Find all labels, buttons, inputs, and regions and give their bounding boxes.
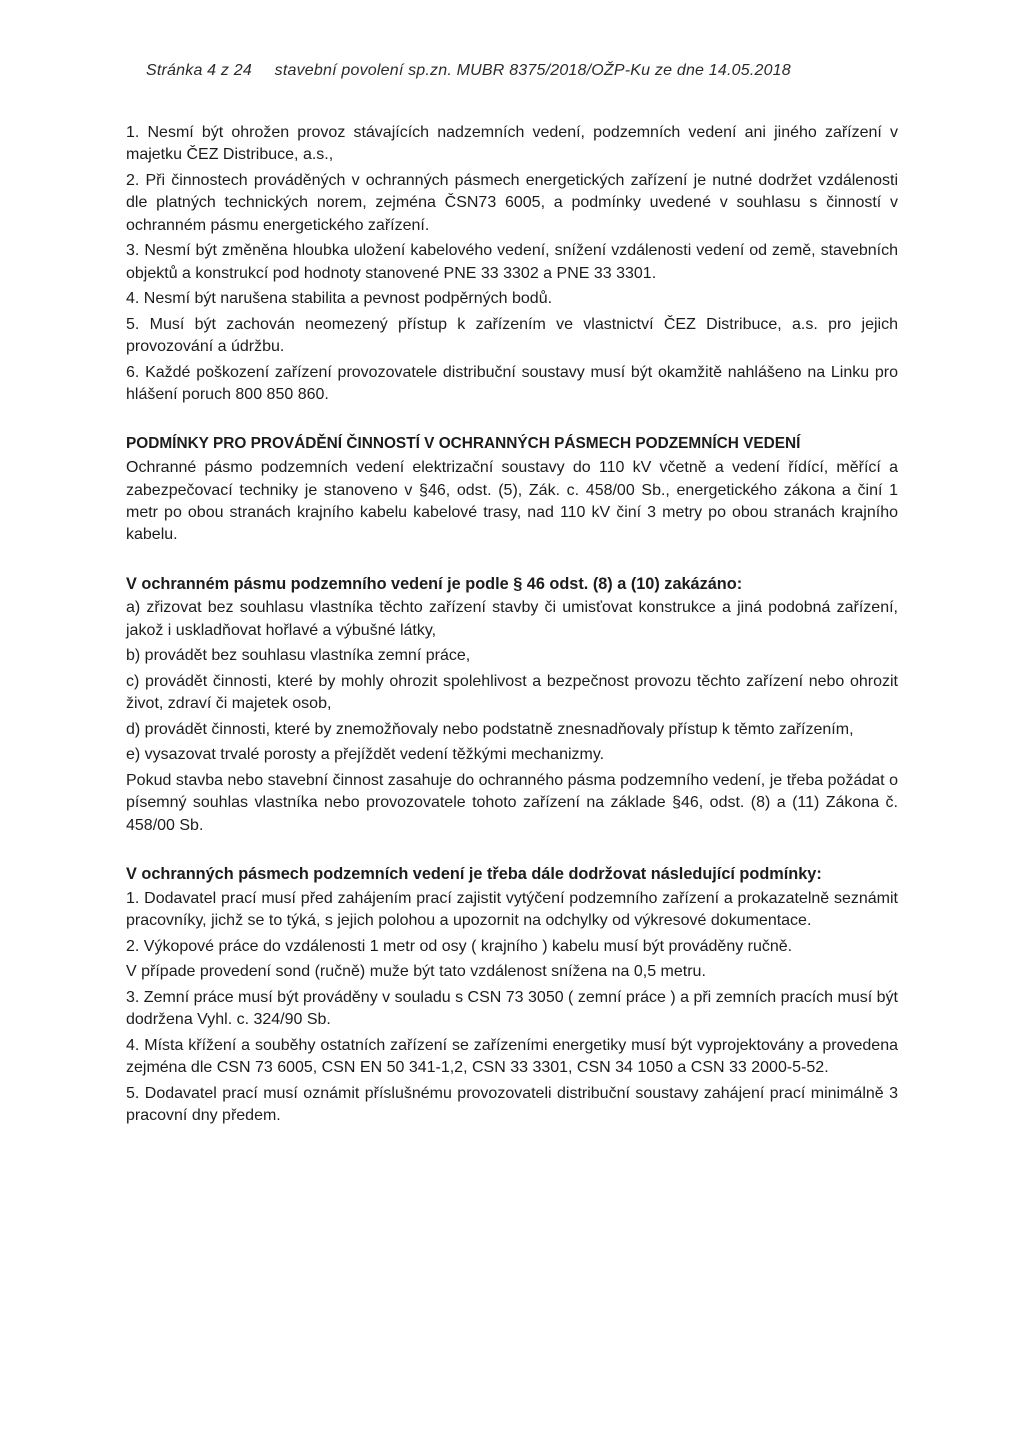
list-item: 3. Zemní práce musí být prováděny v souladu s CSN 73 3050 ( zemní práce ) a při zemních pracích musí být dodržena Vyhl. c. 324/90 Sb. <box>126 988 898 1029</box>
section-further-conditions <box>126 863 898 1127</box>
section-paragraph: Ochranné pásmo podzemních vedení elektrizační soustavy do 110 kV včetně a vedení řídící, měřící a zabezpečovací techniky je stanoveno v §46, odst. (5), Zák. c. 458/00 Sb., energetického zákona a činí 1 metr po obou stranách krajního kabelu kabelové trasy, nad 110 kV činí 3 metry po obou stranách krajního kabelu. <box>126 459 898 544</box>
list-item: 5. Dodavatel prací musí oznámit příslušnému provozovateli distribuční soustavy zahájení prací minimálně 3 pracovní dny předem. <box>126 1084 898 1125</box>
section-note: Pokud stavba nebo stavební činnost zasahuje do ochranného pásma podzemního vedení, je třeba požádat o písemný souhlas vlastníka nebo provozovatele tohoto zařízení na základe §46, odst. (8) a (11) Zákona č. 458/00 Sb. <box>126 772 898 834</box>
document-page <box>126 62 898 1131</box>
condition-item: 6. Každé poškození zařízení provozovatele distribuční soustavy musí být okamžitě nahlášeno na Linku pro hlášení poruch 800 850 860. <box>126 364 898 404</box>
document-reference: stavební povolení sp.zn. MUBR 8375/2018/OŽP-Ku ze dne 14.05.2018 <box>274 62 791 79</box>
condition-item: 1. Nesmí být ohrožen provoz stávajících nadzemních vedení, podzemních vedení ani jiného zařízení v majetku ČEZ Distribuce, a.s., <box>126 124 898 164</box>
section-heading: V ochranném pásmu podzemního vedení je podle § 46 odst. (8) a (10) zakázáno: <box>126 574 743 593</box>
list-item: 4. Místa křížení a souběhy ostatních zařízení se zařízeními energetiky musí být vyprojektovány a provedena zejména dle CSN 73 6005, CSN EN 50 341-1,2, CSN 33 3301, CSN 34 1050 a CSN 33 2000-5-52. <box>126 1036 898 1077</box>
condition-item: 5. Musí být zachován neomezený přístup k zařízením ve vlastnictví ČEZ Distribuce, a.s. pro jejich provozování a údržbu. <box>126 316 898 356</box>
section-heading: V ochranných pásmech podzemních vedení je třeba dále dodržovat následující podmínky: <box>126 865 822 884</box>
list-item: 1. Dodavatel prací musí před zahájením prací zajistit vytýčení podzemního zařízení a prokazatelně seznámit pracovníky, jichž se to týká, s jejich polohou a upozornit na odchylky od výkresové dokumentace. <box>126 889 898 930</box>
condition-item: 3. Nesmí být změněna hloubka uložení kabelového vedení, snížení vzdálenosti vedení od země, stavebních objektů a konstrukcí pod hodnoty stanovené PNE 33 3302 a PNE 33 3301. <box>126 242 898 282</box>
section-heading: PODMÍNKY PRO PROVÁDĚNÍ ČINNOSTÍ V OCHRANNÝCH PÁSMECH PODZEMNÍCH VEDENÍ <box>126 434 801 452</box>
list-item: a) zřizovat bez souhlasu vlastníka těchto zařízení stavby či umisťovat konstrukce a jiná podobná zařízení, jakož i uskladňovat hořlavé a výbušné látky, <box>126 599 898 639</box>
intro-conditions <box>126 122 898 407</box>
list-item: e) vysazovat trvalé porosty a přejíždět vedení těžkými mechanizmy. <box>126 746 605 764</box>
list-item: V případe provedení sond (ručně) muže být tato vzdálenost snížena na 0,5 metru. <box>126 963 706 981</box>
list-item: c) provádět činnosti, které by mohly ohrozit spolehlivost a bezpečnost provozu těchto zařízení nebo ohrozit život, zdraví či majetek osob, <box>126 672 898 713</box>
list-item: d) provádět činnosti, které by znemožňovaly nebo podstatně znesnadňovaly přístup k těmto zařízením, <box>126 720 854 738</box>
condition-item: 2. Při činnostech prováděných v ochranných pásmech energetických zařízení je nutné dodržet vzdálenosti dle platných technických norem, zejména ČSN73 6005, a podmínky uvedené v souhlasu s činností v ochranném pásmu energetického zařízení. <box>126 172 898 234</box>
list-item: b) provádět bez souhlasu vlastníka zemní práce, <box>126 647 471 665</box>
page-header <box>146 62 898 88</box>
page-number: Stránka 4 z 24 <box>146 62 252 79</box>
condition-item: 4. Nesmí být narušena stabilita a pevnost podpěrných bodů. <box>126 290 553 308</box>
list-item: 2. Výkopové práce do vzdálenosti 1 metr od osy ( krajního ) kabelu musí být prováděny ručně. <box>126 937 793 955</box>
section-prohibited <box>126 573 898 837</box>
section-underground-zones <box>126 433 898 547</box>
